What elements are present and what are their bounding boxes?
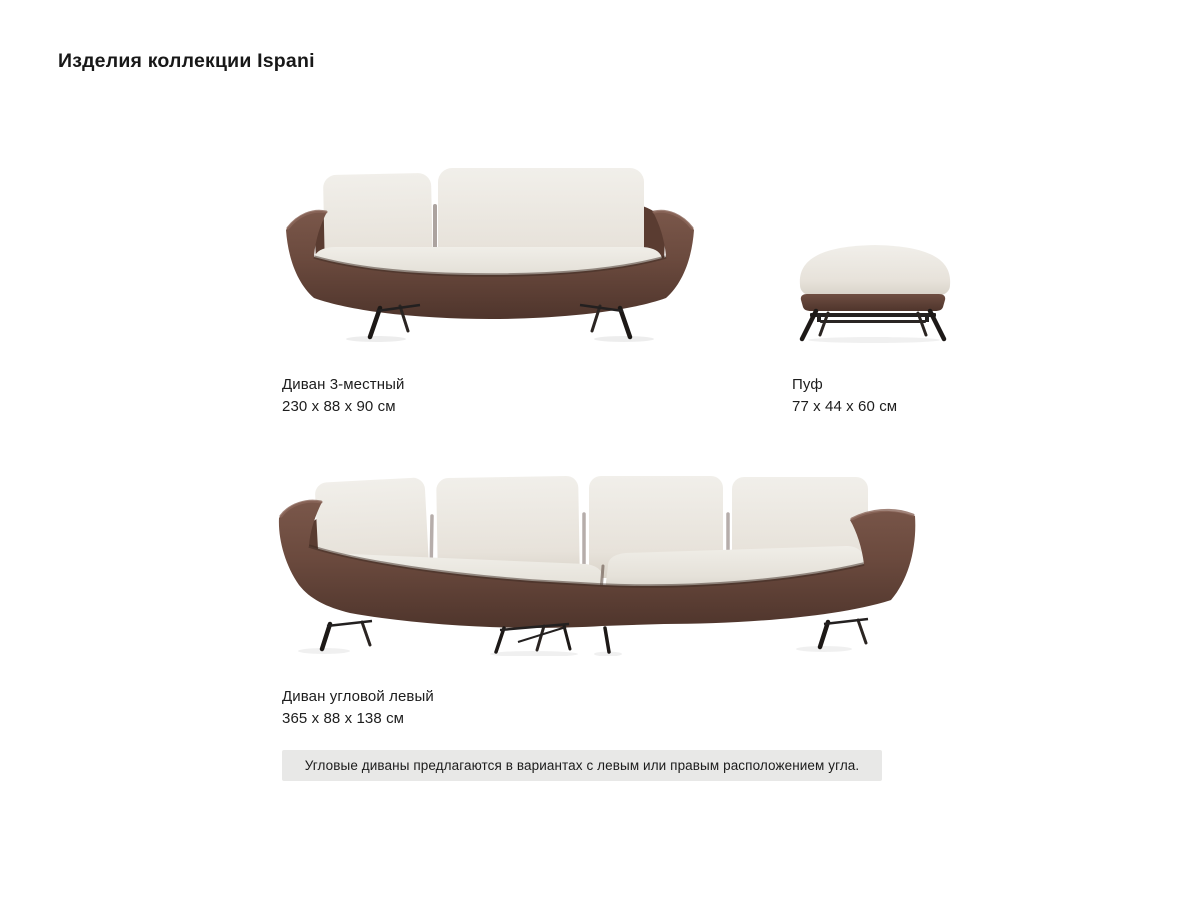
product-name: Диван 3-местный [282,376,405,393]
product-dimensions: 77 x 44 x 60 см [792,398,898,415]
sofa-corner-left-image [272,474,932,656]
sofa-3-seat-image [280,162,700,346]
product-dimensions: 230 x 88 x 90 см [282,398,396,415]
note-text: Угловые диваны предлагаются в вариантах с левым или правым расположением угла. [304,758,860,773]
pouf-image [790,238,960,344]
product-figure-sofa-corner-left [272,474,932,656]
page-title: Изделия коллекции Ispani [58,50,315,72]
note-bar [282,750,882,781]
product-figure-sofa-3-seat [280,162,700,346]
product-figure-pouf [790,238,960,344]
product-label-pouf [792,374,897,418]
product-dimensions: 365 x 88 x 138 см [282,710,405,727]
product-label-sofa-corner-left [282,686,434,730]
product-name: Пуф [792,376,823,393]
product-label-sofa-3-seat [282,374,404,418]
product-name: Диван угловой левый [282,688,434,705]
